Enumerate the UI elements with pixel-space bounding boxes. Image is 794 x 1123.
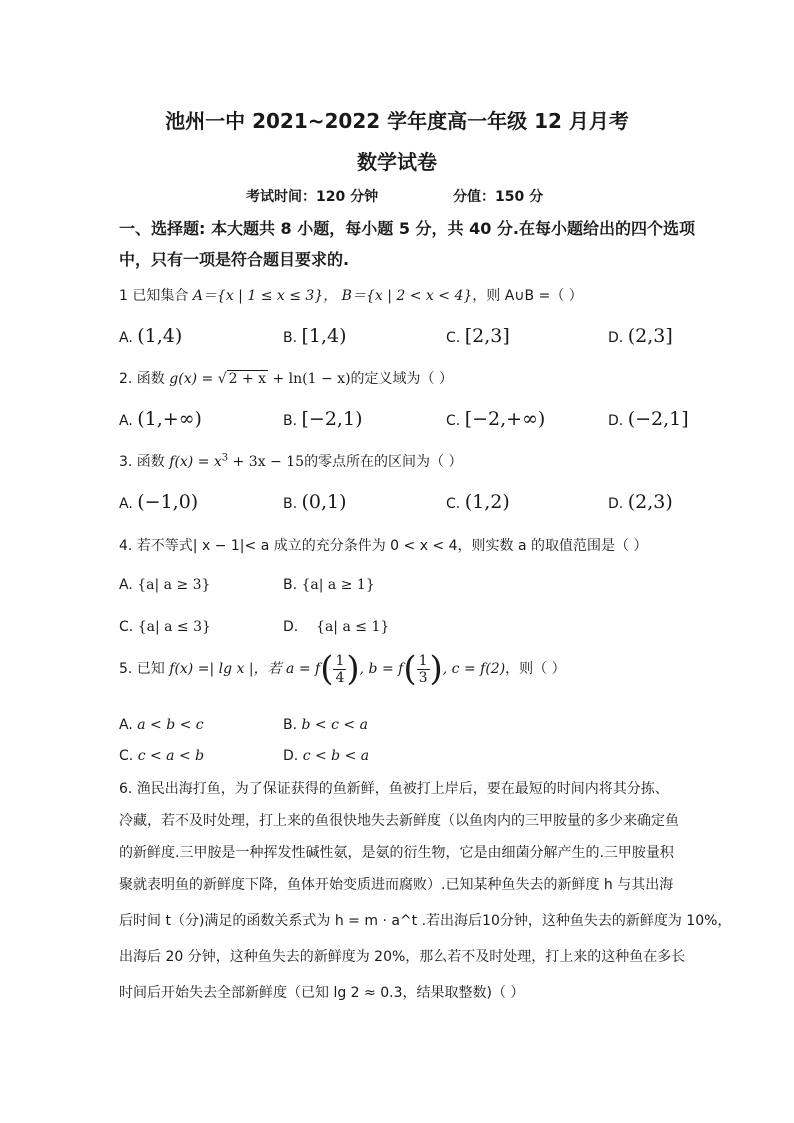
q1-option-c[interactable]: C. [2,3]: [446, 325, 510, 347]
question-6-line-1: 6. 渔民出海打鱼，为了保证获得的鱼新鲜，鱼被打上岸后，要在最短的时间内将其分拣、: [119, 781, 669, 797]
q4-option-b[interactable]: B. {a| a ≥ 1}: [283, 577, 375, 593]
q5-sep: , b = f: [359, 661, 404, 677]
q1-option-c-value: [2,3]: [464, 325, 510, 347]
q1-option-d[interactable]: D. (2,3]: [608, 325, 673, 347]
question-6-line-3: 的新鲜度.三甲胺是一种挥发性碱性氨，是氨的衍生物，它是由细菌分解产生的.三甲胺量积: [119, 845, 674, 861]
q2-option-a[interactable]: A. (1,+∞): [119, 408, 202, 430]
q3-option-c[interactable]: C. (1,2): [446, 491, 510, 513]
section-heading-line1: 一、选择题: 本大题共 8 小题，每小题 5 分，共 40 分.在每小题给出的四个选项: [119, 219, 696, 238]
q5-fraction-1: $\frac{1}{4}$: [335, 652, 345, 686]
section-heading-line2: 中，只有一项是符合题目要求的.: [119, 250, 350, 269]
q2-option-d-value: (−2,1]: [627, 408, 689, 430]
q5-option-a[interactable]: A. a < b < c: [119, 717, 204, 733]
q2-option-b-value: [−2,1): [301, 408, 363, 430]
q2-option-b[interactable]: B. [−2,1): [283, 408, 363, 430]
q2-ask: 的定义域为（ ）: [350, 371, 453, 387]
q3-option-b[interactable]: B. (0,1): [283, 491, 347, 513]
q5-func: f(x) =| lg x |: [169, 661, 254, 677]
q4-option-c[interactable]: C. {a| a ≤ 3}: [119, 619, 211, 635]
q2-rest: + ln(1 − x): [268, 371, 351, 387]
q3-ask: 的零点所在的区间为（ ）: [304, 454, 463, 470]
q1-ask: ，则 A∪B =（ ）: [472, 288, 583, 304]
q3-option-a[interactable]: A. (−1,0): [119, 491, 199, 513]
q1-option-a-value: (1,4): [137, 325, 183, 347]
q2-option-d[interactable]: D. (−2,1]: [608, 408, 689, 430]
q1-option-a[interactable]: A. (1,4): [119, 325, 183, 347]
q5-option-b[interactable]: B. b < c < a: [283, 717, 368, 733]
q1-prefix: 1 已知集合: [119, 288, 193, 304]
q1-option-d-value: (2,3]: [627, 325, 673, 347]
q3-option-d[interactable]: D. (2,3): [608, 491, 673, 513]
q3-option-c-value: (1,2): [464, 491, 510, 513]
exam-score: 分值：150 分: [453, 189, 544, 205]
q3-exponent: 3: [221, 452, 229, 464]
q1-option-b[interactable]: B. [1,4): [283, 325, 347, 347]
q4-option-d-value: {a| a ≤ 1}: [316, 619, 390, 635]
q5-option-c[interactable]: C. c < a < b: [119, 748, 205, 764]
question-6-line-5: 后时间 t（分)满足的函数关系式为 h = m · a^t .若出海后10分钟，这种鱼失去的新鲜度为 10%，: [119, 913, 732, 929]
q4-option-c-value: {a| a ≤ 3}: [137, 619, 211, 635]
q1-option-b-value: [1,4): [301, 325, 347, 347]
q3-func: f(x) = x: [169, 454, 222, 470]
q3-option-a-value: (−1,0): [137, 491, 199, 513]
q5-option-c-value: c < a < b: [137, 748, 205, 764]
q5-fraction-2: $\frac{1}{3}$: [418, 652, 428, 686]
q4-option-b-value: {a| a ≥ 1}: [301, 577, 375, 593]
question-1: [119, 285, 583, 305]
q4-option-a-value: {a| a ≥ 3}: [137, 577, 211, 593]
question-6-line-4: 聚就表明鱼的新鲜度下降，鱼体开始变质进而腐败）.已知某种鱼失去的新鲜度 h 与其出海: [119, 877, 674, 893]
question-3: [119, 451, 463, 471]
q5-ask: ，则（ ）: [505, 661, 566, 677]
q3-option-d-value: (2,3): [627, 491, 673, 513]
q5-tail: , c = f(2): [442, 661, 506, 677]
q5-option-d[interactable]: D. c < b < a: [283, 748, 370, 764]
question-2: 2. 函数 g(x) = √ 2 + x + ln(1 − x)的定义域为（ ）: [119, 371, 453, 387]
q5-option-b-value: b < c < a: [301, 717, 368, 733]
q5-mid: ，若 a = f: [253, 661, 321, 677]
q5-option-d-value: c < b < a: [302, 748, 370, 764]
q2-prefix: 2. 函数: [119, 371, 170, 387]
exam-subtitle: 数学试卷: [357, 150, 437, 174]
q2-option-c[interactable]: C. [−2,+∞): [446, 408, 546, 430]
q3-prefix: 3. 函数: [119, 454, 170, 470]
question-6-line-7: 时间后开始失去全部新鲜度（已知 lg 2 ≈ 0.3，结果取整数)（ ）: [119, 985, 525, 1001]
q2-radicand: 2 + x: [228, 371, 267, 387]
q4-option-a[interactable]: A. {a| a ≥ 3}: [119, 577, 211, 593]
q2-option-c-value: [−2,+∞): [464, 408, 546, 430]
q2-func: g(x) =: [169, 371, 218, 387]
q5-option-a-value: a < b < c: [137, 717, 204, 733]
q1-set-b: ， B＝{x | 2 < x < 4}: [323, 288, 473, 304]
question-5: 5. 已知 f(x) =| lg x |，若 a = f( $\frac{1}{4}$ ), b = f( $\frac{1}{3}$ ), c = f(2)，则（ ）: [119, 649, 566, 689]
exam-time: 考试时间：120 分钟: [246, 189, 379, 205]
q4-option-d[interactable]: D. {a| a ≤ 1}: [283, 619, 390, 635]
question-6-line-6: 出海后 20 分钟，这种鱼失去的新鲜度为 20%，那么若不及时处理，打上来的这种鱼在多长: [119, 949, 686, 965]
question-6-line-2: 冷藏，若不及时处理，打上来的鱼很快地失去新鲜度（以鱼肉内的三甲胺量的多少来确定鱼: [119, 813, 679, 829]
question-4: 4. 若不等式| x − 1|< a 成立的充分条件为 0 < x < 4，则实数 a 的取值范围是（ ）: [119, 538, 648, 554]
q2-option-a-value: (1,+∞): [137, 408, 202, 430]
q3-option-b-value: (0,1): [301, 491, 347, 513]
q1-set-a: A＝{x | 1 ≤ x ≤ 3}: [192, 288, 324, 304]
q3-rest: + 3x − 15: [228, 454, 305, 470]
q5-prefix: 5. 已知: [119, 661, 170, 677]
exam-title: 池州一中 2021~2022 学年度高一年级 12 月月考: [165, 109, 629, 133]
